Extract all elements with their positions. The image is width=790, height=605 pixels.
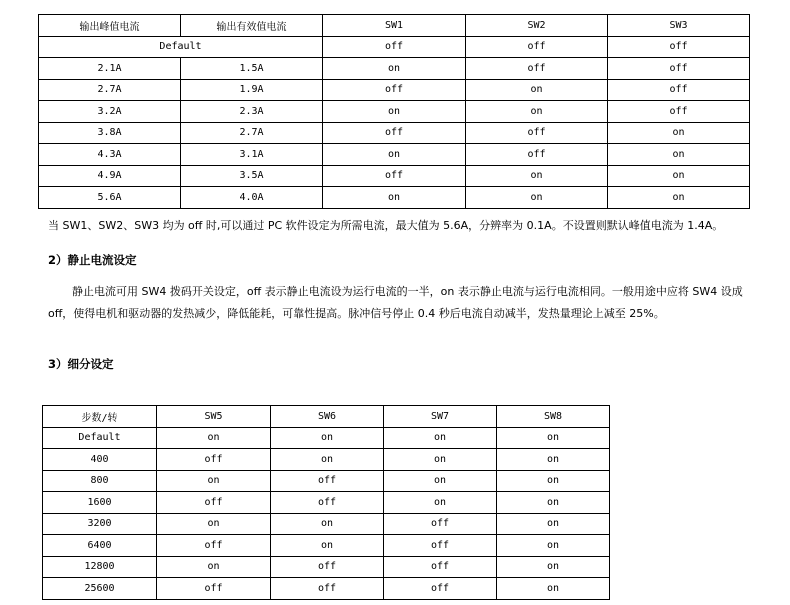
table-cell: on [157,427,271,449]
table-cell: on [608,187,750,209]
table-cell: on [466,101,608,123]
table-cell: 800 [43,470,157,492]
table-cell: off [157,492,271,514]
table-cell: on [497,470,610,492]
header-cell: SW3 [608,15,750,37]
table-cell: on [497,449,610,471]
table-body [39,58,750,209]
table-cell: off [466,122,608,144]
table-cell: off [466,58,608,80]
table-row [43,578,610,600]
table-cell: on [466,79,608,101]
table-cell: off [384,535,497,557]
section-heading-microstep: 3）细分设定 [48,357,114,371]
table-row [43,427,610,449]
table-cell: on [323,101,466,123]
table-cell: on [271,535,384,557]
header-cell: 步数/转 [43,406,157,428]
table-cell: 3.5A [181,165,323,187]
table-row [43,535,610,557]
table-row [39,58,750,80]
table-cell: on [497,492,610,514]
table-header-row [43,406,610,428]
table-cell: on [497,556,610,578]
table-cell: 2.7A [181,122,323,144]
table-cell: 4.0A [181,187,323,209]
table-cell: on [323,187,466,209]
table-cell: on [497,427,610,449]
table-cell: off [271,470,384,492]
table-cell: off [466,36,608,58]
table-cell: 1600 [43,492,157,514]
table-cell: 12800 [43,556,157,578]
table-body [43,427,610,599]
table-row [39,165,750,187]
table-cell: on [323,144,466,166]
table-cell: off [323,165,466,187]
table-cell: off [323,79,466,101]
table-cell: 25600 [43,578,157,600]
table-row [43,513,610,535]
header-cell: SW2 [466,15,608,37]
table-cell: on [157,470,271,492]
table-row [39,144,750,166]
table-row [39,79,750,101]
table-cell: off [608,36,750,58]
table-cell: off [608,79,750,101]
table-cell: 3.8A [39,122,181,144]
table-cell: off [271,492,384,514]
table-cell: off [271,556,384,578]
table-cell: 5.6A [39,187,181,209]
standstill-current-paragraph: 静止电流可用 SW4 拨码开关设定，off 表示静止电流设为运行电流的一半，on 表示静止电流与运行电流相同。一般用途中应将 SW4 设成 off，使得电机和驱动器的发热减少，降低能耗，可靠性提高。脉冲信号停止 0.4 秒后电流自动减半，发热量理论上减至 25%。 [48,285,743,320]
table-row [43,492,610,514]
header-cell: SW5 [157,406,271,428]
table-cell: Default [43,427,157,449]
header-cell: 输出峰值电流 [39,15,181,37]
table-cell: off [323,36,466,58]
table-cell: 3.1A [181,144,323,166]
table-row [39,101,750,123]
table-row [39,187,750,209]
table-cell: on [271,513,384,535]
header-cell: SW1 [323,15,466,37]
table-cell: 2.7A [39,79,181,101]
table-cell: on [497,578,610,600]
table-cell: 2.1A [39,58,181,80]
table-cell: on [384,427,497,449]
microstep-table [42,405,610,600]
table-cell: 2.3A [181,101,323,123]
current-note: 当 SW1、SW2、SW3 均为 off 时,可以通过 PC 软件设定为所需电流，最大值为 5.6A，分辨率为 0.1A。不设置则默认峰值电流为 1.4A。 [48,219,724,232]
table-cell: off [384,578,497,600]
table-cell: off [157,578,271,600]
table-cell: on [497,535,610,557]
table-cell: off [271,578,384,600]
header-cell: SW8 [497,406,610,428]
table-cell: on [157,556,271,578]
table-cell: on [608,144,750,166]
table-cell: off [608,101,750,123]
table-cell: off [466,144,608,166]
table-cell: 3200 [43,513,157,535]
section-heading-standstill-current: 2）静止电流设定 [48,253,137,267]
peak-current-table [38,14,750,209]
table-row [43,470,610,492]
table-cell: on [497,513,610,535]
table-cell: off [384,556,497,578]
table-cell: off [384,513,497,535]
table-cell: on [323,58,466,80]
table-row [43,556,610,578]
table-cell: on [384,470,497,492]
header-cell: SW7 [384,406,497,428]
table-cell: on [608,165,750,187]
table-cell: on [384,492,497,514]
table-cell: 1.9A [181,79,323,101]
table-cell: off [323,122,466,144]
table-row-default [39,36,750,58]
table-cell: 1.5A [181,58,323,80]
header-cell: 输出有效值电流 [181,15,323,37]
table-cell: on [608,122,750,144]
table-cell: on [384,449,497,471]
table-cell: on [466,187,608,209]
table-cell: 3.2A [39,101,181,123]
table-cell: 4.9A [39,165,181,187]
table-cell: 400 [43,449,157,471]
table-cell: on [157,513,271,535]
table-header-row [39,15,750,37]
table-cell: on [466,165,608,187]
table-cell: off [157,449,271,471]
table-cell: 4.3A [39,144,181,166]
table-cell: off [157,535,271,557]
table-cell: on [271,449,384,471]
table-cell: off [608,58,750,80]
table-cell: 6400 [43,535,157,557]
table-cell: on [271,427,384,449]
table-cell: Default [39,36,323,58]
table-row [39,122,750,144]
table-row [43,449,610,471]
header-cell: SW6 [271,406,384,428]
